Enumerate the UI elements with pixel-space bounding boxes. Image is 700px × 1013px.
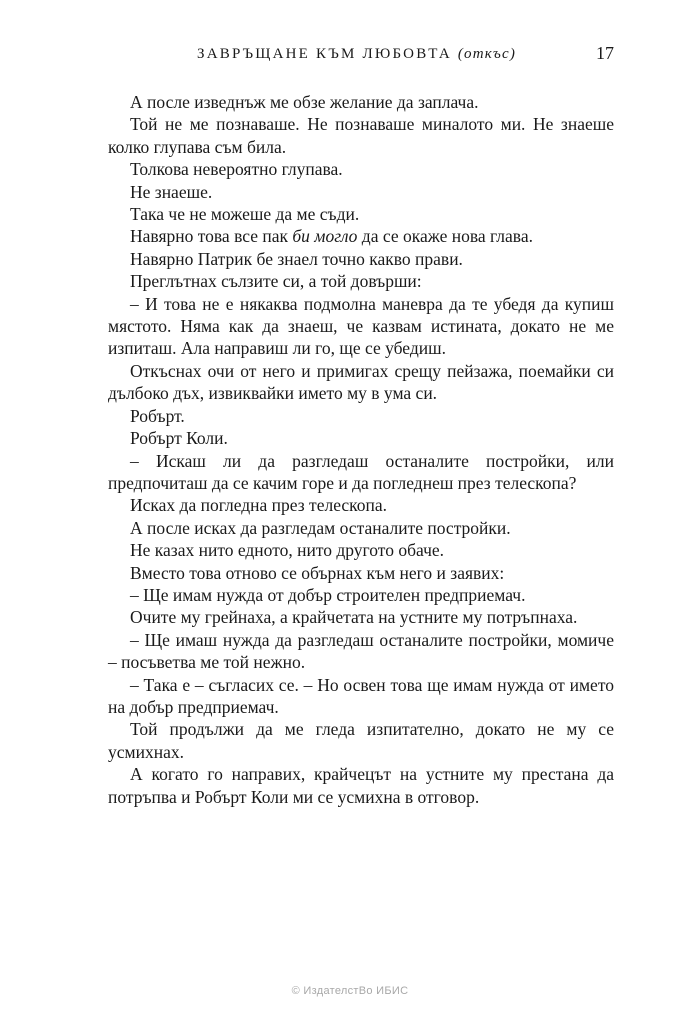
running-title-text: ЗАВРЪЩАНЕ КЪМ ЛЮБОВТА (197, 46, 452, 62)
paragraph: Така че не можеше да ме съди. (130, 204, 360, 225)
paragraph: – Ще имам нужда от добър строителен предприемач. (130, 584, 526, 605)
paragraph: Робърт. (130, 405, 185, 426)
paragraph: Той продължи да ме гледа изпитателно, докато не му се усмихнах. (108, 719, 614, 762)
paragraph: Не знаеше. (130, 181, 213, 202)
paragraph: Навярно Патрик бе знаел точно какво прави. (130, 248, 463, 269)
paragraph: – Така е – съгласих се. – Но освен това ще имам нужда от името на добър предприемач. (108, 674, 614, 717)
paragraph: Исках да погледна през телескопа. (130, 495, 388, 516)
running-title (197, 46, 516, 63)
page-number: 17 (596, 43, 614, 63)
paragraph: – Ще имаш нужда да разгледаш останалите постройки, момиче – посъветва ме той нежно. (108, 629, 614, 673)
paragraph: Очите му грейнаха, а крайчетата на устните му потръпнаха. (130, 607, 578, 628)
paragraph: Преглътнах сълзите си, а той довърши: (130, 271, 422, 292)
paragraph-text: да се окаже нова глава. (357, 226, 533, 247)
paragraph: – Искаш ли да разгледаш останалите постройки, или предпочиташ да се качим горе и да погледнеш през телескопа? (108, 450, 614, 493)
paragraph: А после исках да разгледам останалите постройки. (130, 517, 511, 538)
paragraph: Не казах нито едното, нито другото обаче. (130, 540, 445, 561)
emphasized-text: би могло (292, 226, 358, 247)
paragraph-text: Навярно това все пак (130, 226, 293, 247)
body-text (108, 91, 614, 808)
publisher-copyright: © ИздателстВо ИБИС (291, 985, 409, 997)
paragraph: А после изведнъж ме обзе желание да заплача. (130, 92, 479, 112)
paragraph: Той не ме познаваше. Не познаваше миналото ми. Не знаеше колко глупава съм била. (108, 114, 614, 157)
paragraph: – И това не е някаква подмолна маневра да те убедя да купиш мястото. Няма как да знаеш, че казвам истината, докато не ме изпиташ. Ала направиш ли го, ще се убедиш. (108, 293, 614, 359)
paragraph: Вместо това отново се обърнах към него и заявих: (130, 562, 505, 583)
running-title-suffix: (откъс) (457, 46, 517, 62)
paragraph: Толкова невероятно глупава. (130, 159, 343, 180)
running-header (108, 42, 614, 72)
paragraph: Робърт Коли. (130, 428, 228, 449)
paragraph: Откъснах очи от него и примигах срещу пейзажа, поемайки си дълбоко дъх, извиквайки името му в ума си. (108, 360, 614, 404)
paragraph (108, 225, 614, 247)
paragraph: А когато го направих, крайчецът на устните му престана да потръпва и Робърт Коли ми се усмихна в отговор. (108, 764, 614, 807)
